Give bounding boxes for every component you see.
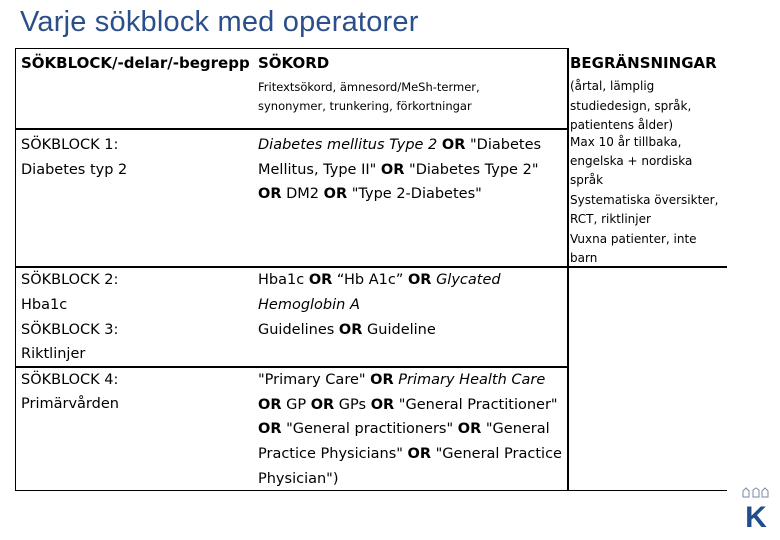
operator-or: OR <box>457 421 482 438</box>
restriction-line: Max 10 år tillbaka, <box>570 135 682 149</box>
search-terms <box>258 133 541 207</box>
search-term-line <box>258 417 562 442</box>
search-term-line <box>258 133 541 158</box>
block-name: Hba1c <box>21 297 68 313</box>
search-terms <box>258 368 562 492</box>
search-term: Practice Physicians" <box>258 446 408 463</box>
restriction-line: engelska + nordiska <box>570 154 693 168</box>
operator-or: OR <box>380 161 405 178</box>
operator-or: OR <box>407 272 432 288</box>
search-term: DM2 <box>281 186 324 203</box>
search-term: "Diabetes <box>465 137 542 153</box>
search-term: GP <box>281 396 311 413</box>
restriction-line: patientens ålder) <box>570 118 674 132</box>
restriction-line: (årtal, lämplig <box>570 79 655 93</box>
restriction-line: Vuxna patienter, inte <box>570 232 697 246</box>
operator-or: OR <box>323 186 348 203</box>
restriction-line: RCT, riktlinjer <box>570 212 651 226</box>
block-label: SÖKBLOCK 4: <box>21 372 119 388</box>
search-term-line <box>258 368 562 393</box>
search-term: “Hb A1c” <box>332 272 408 288</box>
operator-or: OR <box>407 446 432 463</box>
search-term: Hba1c <box>258 272 309 288</box>
header-sokord-description-line: Fritextsökord, ämnesord/MeSh-termer, <box>258 80 480 94</box>
restriction-line: Systematiska översikter, <box>570 193 719 207</box>
restriction-line: språk <box>570 173 604 187</box>
restriction-line: barn <box>570 251 598 265</box>
search-term: "General Practitioner" <box>394 396 558 413</box>
logo-letter: K <box>745 501 767 530</box>
search-terms <box>258 268 501 317</box>
search-term: "Diabetes Type 2" <box>404 161 539 178</box>
search-term: Diabetes mellitus Type 2 <box>258 137 442 153</box>
header-sokord-description-line: synonymer, trunkering, förkortningar <box>258 99 472 113</box>
operator-or: OR <box>441 137 466 153</box>
block-name: Riktlinjer <box>21 346 86 362</box>
search-term-line <box>258 158 541 183</box>
search-term-line <box>258 268 501 293</box>
table-row-divider <box>15 128 568 130</box>
search-term: Primary Health Care <box>398 372 546 388</box>
page-title: Varje sökblock med operatorer <box>20 6 419 38</box>
search-term: "General practitioners" <box>281 421 458 438</box>
karolinska-logo-icon <box>741 485 771 530</box>
search-term: GPs <box>334 396 371 413</box>
search-term: "General <box>481 421 550 438</box>
search-term-line <box>258 293 501 318</box>
block-label: SÖKBLOCK 1: <box>21 137 119 153</box>
search-term-line <box>258 393 562 418</box>
search-term-line <box>258 467 562 492</box>
header-sokblock: SÖKBLOCK/-delar/-begrepp <box>21 54 250 72</box>
search-term: Guideline <box>362 322 436 338</box>
operator-or: OR <box>338 322 363 338</box>
header-begransningar: BEGRÄNSNINGAR <box>570 54 717 72</box>
operator-or: OR <box>370 372 394 388</box>
block-name: Primärvården <box>21 396 119 412</box>
operator-or: OR <box>308 272 333 288</box>
table-column-divider <box>567 48 569 491</box>
search-term: Mellitus, Type II" <box>258 161 381 178</box>
operator-or: OR <box>258 186 282 203</box>
block-name: Diabetes typ 2 <box>21 162 128 178</box>
operator-or: OR <box>310 396 335 413</box>
search-term: Guidelines <box>258 322 339 338</box>
search-term: "Type 2-Diabetes" <box>347 186 482 203</box>
block-label: SÖKBLOCK 3: <box>21 322 119 338</box>
search-terms <box>258 318 436 343</box>
block-label: SÖKBLOCK 2: <box>21 272 119 288</box>
header-sokord: SÖKORD <box>258 54 330 72</box>
search-term-line <box>258 182 541 207</box>
operator-or: OR <box>258 421 282 438</box>
search-term: Hemoglobin A <box>258 296 360 313</box>
table-bottom-rule <box>567 490 727 491</box>
operator-or: OR <box>370 396 395 413</box>
restriction-line: studiedesign, språk, <box>570 99 692 113</box>
search-term-line <box>258 442 562 467</box>
search-term: "General Practice <box>431 446 562 463</box>
operator-or: OR <box>258 396 282 413</box>
search-term: Physician") <box>258 470 339 487</box>
search-term: Glycated <box>436 272 501 288</box>
search-term-line <box>258 318 436 343</box>
search-term: "Primary Care" <box>258 372 371 388</box>
